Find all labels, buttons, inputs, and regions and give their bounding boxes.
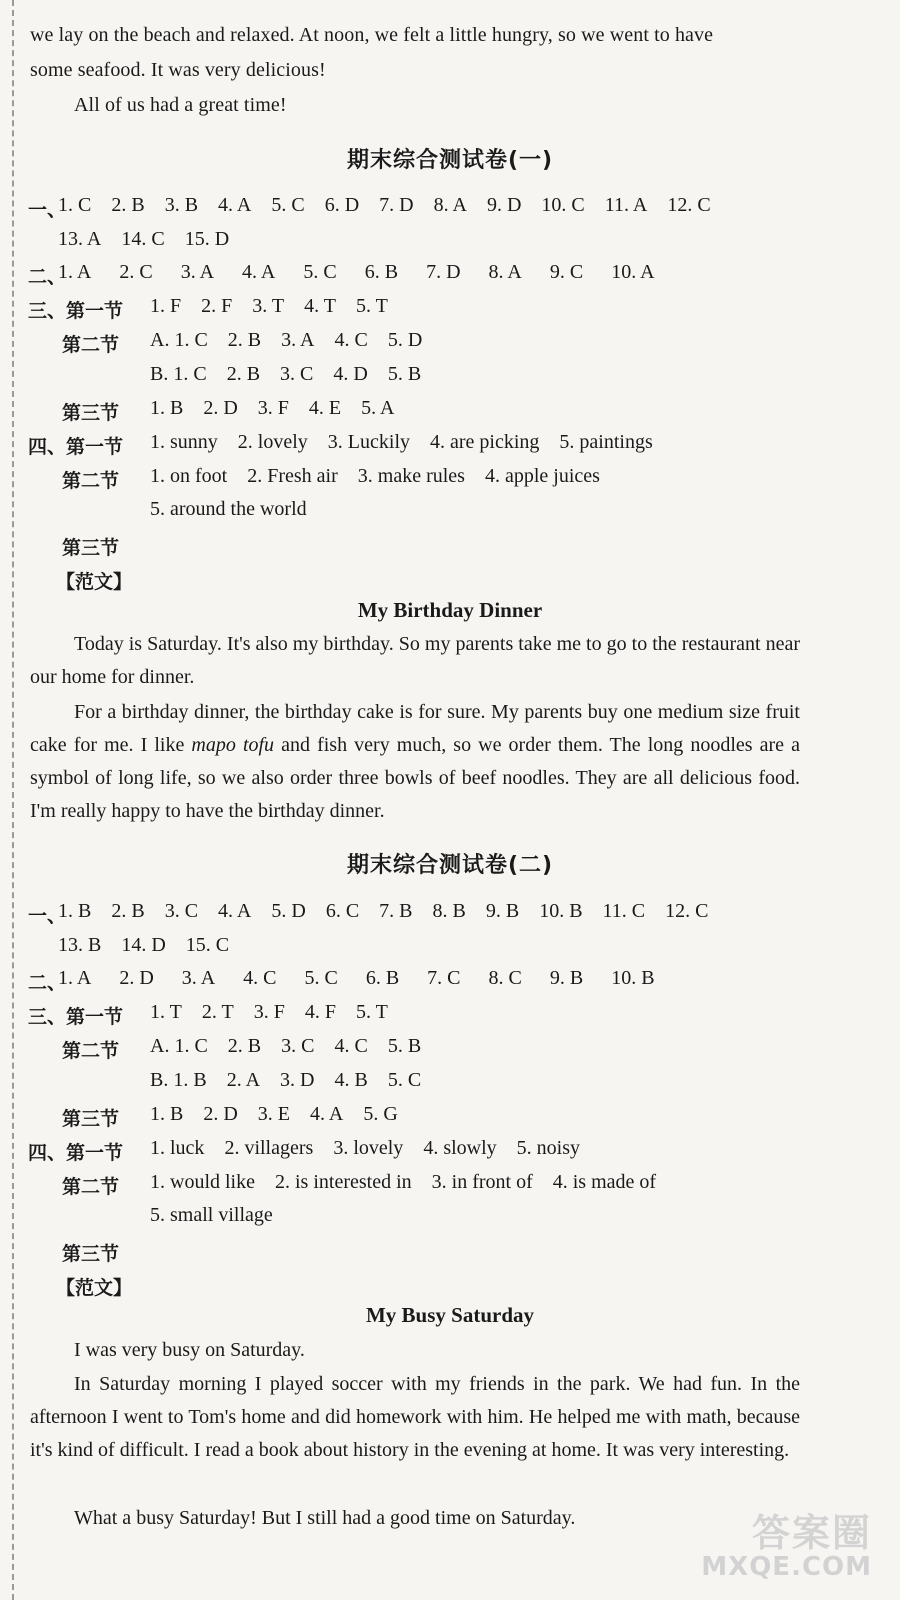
- answer-item: 6. D: [324, 194, 360, 216]
- answer-item: 3. in front of: [431, 1171, 533, 1193]
- answer-item: 1. B: [150, 397, 184, 419]
- answer-item: 2. B: [111, 194, 145, 216]
- test2-part3-s1: [150, 1001, 408, 1024]
- answer-item: 5. D: [387, 329, 423, 351]
- test2-part2-label: 二、: [28, 972, 67, 994]
- test1-essay-title: My Birthday Dinner: [357, 598, 543, 622]
- test1-model-label: 【范文】: [56, 571, 133, 593]
- answer-item: 4. A: [218, 194, 252, 216]
- answer-item: 10. A: [611, 261, 655, 283]
- answer-item: 11. C: [602, 900, 646, 922]
- test1-essay-p1: Today is Saturday. It's also my birthday. So my parents take me to go to the restaurant near our home for dinner.: [30, 633, 800, 688]
- answer-item: 3. A: [281, 329, 315, 351]
- test2-part4-s1: [150, 1137, 600, 1160]
- test2-part4-label: 四、第一节: [28, 1142, 124, 1164]
- answer-item: 3. C: [281, 1035, 315, 1057]
- answer-item: 9. D: [486, 194, 522, 216]
- answer-item: 9. B: [549, 967, 584, 989]
- watermark-logo-text: 答案圈: [751, 1511, 872, 1555]
- answer-item: 14. C: [121, 228, 165, 250]
- answer-item: 4. C: [334, 1035, 368, 1057]
- answer-item: 3. A: [181, 967, 216, 989]
- test1-section2-label: 第二节: [62, 334, 120, 356]
- answer-item: 1. A: [58, 967, 92, 989]
- answer-item: 15. C: [185, 934, 230, 956]
- answer-item: 15. D: [184, 228, 230, 250]
- answer-item: 2. C: [119, 261, 153, 283]
- intro-line-2: some seafood. It was very delicious!: [30, 59, 326, 81]
- answer-item: 3. Luckily: [327, 431, 411, 453]
- answer-item: 3. F: [253, 1001, 285, 1023]
- answer-item: 4. A: [242, 261, 276, 283]
- answer-item: 14. D: [121, 934, 166, 956]
- answer-item: 2. D: [119, 967, 154, 989]
- answer-item: 6. B: [364, 261, 399, 283]
- italic-dish-name: mapo tofu: [191, 734, 275, 756]
- test1-part4-s2-cont: 5. around the world: [150, 498, 307, 520]
- answer-item: 3. B: [164, 194, 199, 216]
- answer-item: 5. noisy: [516, 1137, 580, 1159]
- test1-part4-s2: [150, 465, 620, 488]
- answer-item: 10. B: [539, 900, 583, 922]
- answer-item: 4. D: [333, 363, 368, 385]
- answer-item: 3. T: [252, 295, 285, 317]
- answer-item: 6. B: [365, 967, 400, 989]
- test2-part1-row2: [58, 934, 249, 957]
- answer-item: 4. apple juices: [484, 465, 600, 487]
- answer-item: 3. E: [257, 1103, 291, 1125]
- answer-item: A. 1. C: [150, 329, 208, 351]
- test2-model-label: 【范文】: [56, 1277, 133, 1299]
- answer-item: 13. A: [58, 228, 102, 250]
- answer-item: B. 1. C: [150, 363, 207, 385]
- binding-dashed-line: [12, 0, 14, 1600]
- answer-item: 5. T: [355, 1001, 388, 1023]
- test2-part4-s3-label: 第三节: [62, 1243, 120, 1265]
- answer-item: 2. B: [111, 900, 145, 922]
- answer-item: 2. Fresh air: [247, 465, 338, 487]
- test2-essay-p1: I was very busy on Saturday.: [74, 1339, 305, 1361]
- answer-item: 4. F: [304, 1001, 336, 1023]
- answer-item: 10. B: [611, 967, 655, 989]
- answer-item: 1. T: [150, 1001, 182, 1023]
- answer-item: 3. D: [280, 1069, 315, 1091]
- answer-item: 2. T: [201, 1001, 234, 1023]
- test1-part1-row1: [58, 194, 731, 217]
- test2-essay-title: My Busy Saturday: [365, 1303, 535, 1327]
- test2-part4-s2-cont: 5. small village: [150, 1204, 273, 1226]
- answer-item: 5. D: [271, 900, 306, 922]
- test1-part1-label: 一、: [28, 199, 67, 221]
- test2-part4-s2: [150, 1171, 676, 1194]
- test2-title: 期末综合测试卷(二): [346, 853, 554, 878]
- answer-item: 4. C: [243, 967, 277, 989]
- test2-essay-p3: What a busy Saturday! But I still had a good time on Saturday.: [74, 1507, 576, 1529]
- answer-item: 8. C: [488, 967, 522, 989]
- answer-item: 5. G: [363, 1103, 398, 1125]
- test2-part1-row1: [58, 900, 729, 923]
- test1-part4-s3-label: 第三节: [62, 537, 120, 559]
- answer-item: 2. B: [227, 1035, 262, 1057]
- test1-part3-s2b: [150, 363, 441, 386]
- answer-item: 1. sunny: [150, 431, 218, 453]
- answer-item: 9. B: [485, 900, 520, 922]
- test1-part4-s1: [150, 431, 673, 454]
- answer-item: 12. C: [665, 900, 709, 922]
- answer-item: 5. C: [271, 194, 305, 216]
- intro-line-1: we lay on the beach and relaxed. At noon, we felt a little hungry, so we went to have: [30, 24, 714, 46]
- answer-item: 2. villagers: [224, 1137, 314, 1159]
- answer-item: 2. D: [203, 1103, 238, 1125]
- test2-section2-label: 第二节: [62, 1040, 120, 1062]
- answer-item: 1. luck: [150, 1137, 205, 1159]
- answer-item: 5. A: [361, 397, 395, 419]
- test2-part1-label: 一、: [28, 905, 67, 927]
- answer-item: 5. C: [303, 261, 337, 283]
- answer-item: 9. C: [549, 261, 584, 283]
- test1-part3-s3: [150, 397, 414, 420]
- answer-item: 1. A: [58, 261, 92, 283]
- answer-item: 4. T: [304, 295, 336, 317]
- answer-item: 4. slowly: [423, 1137, 497, 1159]
- answer-item: 13. B: [58, 934, 102, 956]
- answer-item: 6. C: [325, 900, 360, 922]
- test2-part4-s2-label: 第二节: [62, 1176, 120, 1198]
- answer-item: 1. on foot: [150, 465, 228, 487]
- answer-item: 8. A: [488, 261, 522, 283]
- answer-item: 12. C: [667, 194, 711, 216]
- test1-part2-row: [58, 261, 683, 284]
- answer-item: 3. C: [164, 900, 199, 922]
- answer-item: 8. B: [432, 900, 466, 922]
- answer-item: 1. B: [150, 1103, 184, 1125]
- answer-item: 4. are picking: [430, 431, 540, 453]
- answer-item: 7. C: [427, 967, 461, 989]
- test2-part2-row: [58, 967, 683, 990]
- answer-item: 4. A: [218, 900, 252, 922]
- answer-item: A. 1. C: [150, 1035, 208, 1057]
- test1-part2-label: 二、: [28, 266, 67, 288]
- test1-part3-s1: [150, 295, 408, 318]
- answer-item: 1. would like: [150, 1171, 255, 1193]
- intro-line-3: All of us had a great time!: [74, 94, 287, 116]
- answer-item: 3. F: [257, 397, 289, 419]
- answer-item: 11. A: [604, 194, 648, 216]
- answer-item: 5. B: [387, 1035, 422, 1057]
- answer-item: 2. B: [226, 363, 261, 385]
- test2-essay-p2: In Saturday morning I played soccer with my friends in the park. We had fun. In the afternoon I went to Tom's home and did homework with him. He helped me with math, because it's kind of difficult. I read a book about history in the evening at home. It was very interesting.: [30, 1373, 800, 1461]
- test1-part4-label: 四、第一节: [28, 436, 124, 458]
- answer-item: 2. B: [227, 329, 262, 351]
- test1-section3-label: 第三节: [62, 402, 120, 424]
- test2-section3-label: 第三节: [62, 1108, 120, 1130]
- answer-item: 1. F: [150, 295, 182, 317]
- answer-item: 3. A: [180, 261, 215, 283]
- answer-item: 7. B: [379, 900, 413, 922]
- answer-item: 4. A: [310, 1103, 344, 1125]
- answer-item: 4. is made of: [552, 1171, 657, 1193]
- answer-item: 5. C: [387, 1069, 422, 1091]
- answer-item: B. 1. B: [150, 1069, 207, 1091]
- test1-essay-p2: For a birthday dinner, the birthday cake is for sure. My parents buy one medium size fruit cake for me. I like mapo tofu and fish very much, so we order them. The long noodles are a symbol of long life, so we also order three bowls of beef noodles. They are all delicious food. I'm really happy to have the birthday dinner.: [30, 701, 800, 822]
- answer-item: 4. E: [308, 397, 342, 419]
- watermark-url: MXQE.COM: [701, 1552, 872, 1582]
- test2-part3-s2b: [150, 1069, 441, 1092]
- answer-item: 5. C: [304, 967, 338, 989]
- answer-item: 7. D: [379, 194, 414, 216]
- answer-item: 8. A: [433, 194, 467, 216]
- answer-item: 3. lovely: [333, 1137, 404, 1159]
- test1-part1-row2: [58, 228, 249, 251]
- test1-part3-label: 三、第一节: [28, 300, 124, 322]
- answer-item: 2. F: [201, 295, 233, 317]
- test2-part3-s3: [150, 1103, 418, 1126]
- test1-part3-s2a: [150, 329, 442, 352]
- test1-title: 期末综合测试卷(一): [346, 148, 554, 173]
- answer-item: 2. A: [226, 1069, 261, 1091]
- answer-item: 10. C: [541, 194, 585, 216]
- answer-item: 2. lovely: [237, 431, 308, 453]
- answer-item: 3. make rules: [357, 465, 465, 487]
- test2-part3-label: 三、第一节: [28, 1006, 124, 1028]
- answer-item: 1. C: [58, 194, 92, 216]
- answer-item: 2. D: [203, 397, 238, 419]
- answer-item: 5. T: [355, 295, 388, 317]
- test2-part3-s2a: [150, 1035, 441, 1058]
- answer-item: 1. B: [58, 900, 92, 922]
- answer-item: 2. is interested in: [275, 1171, 412, 1193]
- site-watermark: [682, 1502, 882, 1582]
- answer-item: 4. B: [334, 1069, 368, 1091]
- answer-item: 3. C: [280, 363, 314, 385]
- answer-item: 5. B: [387, 363, 422, 385]
- test1-part4-s2-label: 第二节: [62, 470, 120, 492]
- answer-item: 7. D: [426, 261, 461, 283]
- answer-item: 5. paintings: [559, 431, 653, 453]
- answer-item: 4. C: [334, 329, 368, 351]
